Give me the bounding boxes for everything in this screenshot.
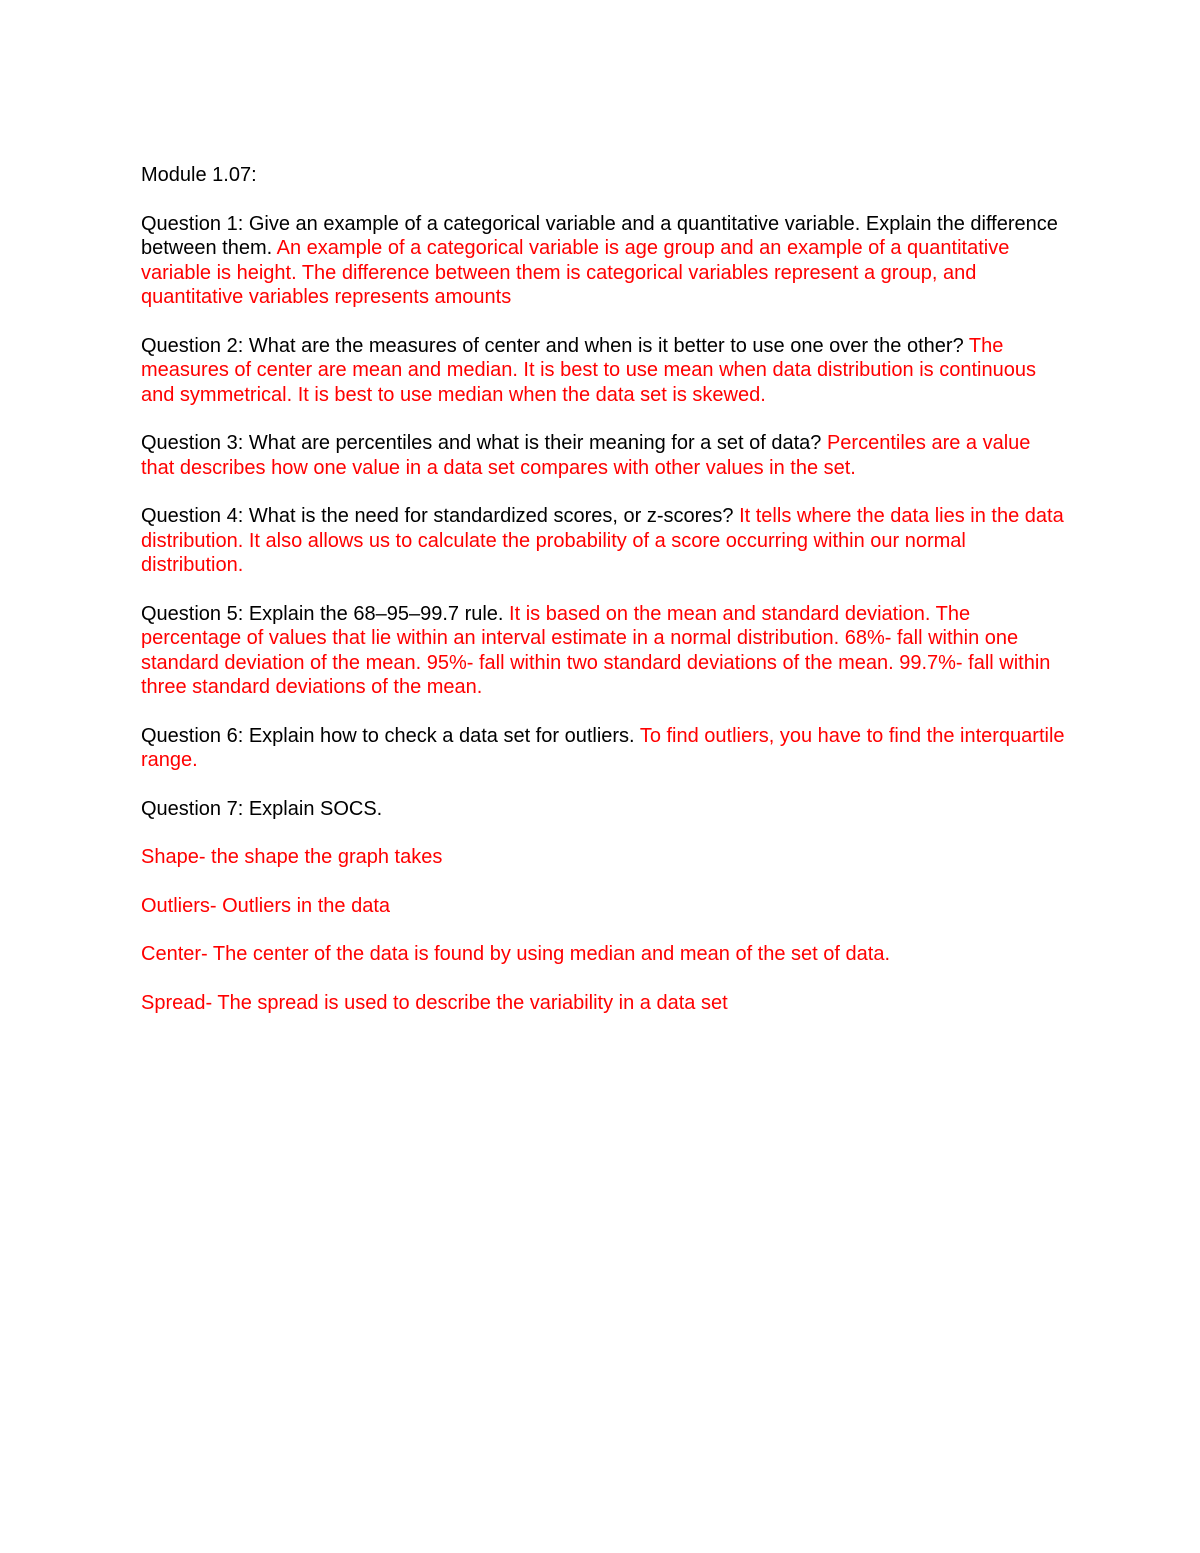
socs-center: Center- The center of the data is found by using median and mean of the set of data. xyxy=(141,943,890,965)
question-4-answer: It tells where the data lies in the data distribution. It also allows us to calculate the probability of a score occurring within our normal distribution. xyxy=(141,505,1064,576)
question-4 xyxy=(141,504,1066,578)
socs-spread: Spread- The spread is used to describe the variability in a data set xyxy=(141,991,728,1014)
question-3-prompt: Question 3: What are percentiles and what is their meaning for a set of data? xyxy=(141,432,822,454)
question-2 xyxy=(141,334,1066,408)
socs-shape: Shape- the shape the graph takes xyxy=(141,846,443,868)
question-5-answer: It is based on the mean and standard deviation. The percentage of values that lie within an interval estimate in a normal distribution. 68%- fall within one standard deviation of the mean. 95%- fall within two standard deviations of the mean. 99.7%- fall within three standard deviations of the mean. xyxy=(141,602,1051,698)
question-3-answer: Percentiles are a value that describes how one value in a data set compares with other values in the set. xyxy=(141,432,1031,479)
question-1-answer: An example of a categorical variable is age group and an example of a quantitative variable is height. The difference between them is categorical variables represent a group, and quantitative variables represents amounts xyxy=(141,237,1010,308)
question-2-answer: The measures of center are mean and median. It is best to use mean when data distribution is continuous and symmetrical. It is best to use median when the data set is skewed. xyxy=(141,334,1036,406)
question-6-answer: To find outliers, you have to find the interquartile range. xyxy=(141,724,1065,771)
socs-outliers: Outliers- Outliers in the data xyxy=(141,894,390,917)
question-3 xyxy=(141,431,1066,480)
question-5 xyxy=(141,602,1066,700)
question-7-prompt: Question 7: Explain SOCS. xyxy=(141,797,383,820)
question-6 xyxy=(141,724,1066,773)
document-page xyxy=(141,163,1066,1039)
question-5-prompt: Question 5: Explain the 68–95–99.7 rule. xyxy=(141,602,504,625)
question-1-prompt: Question 1: Give an example of a categorical variable and a quantitative variable. Explain the difference between them. xyxy=(141,212,1058,259)
question-7 xyxy=(141,797,1066,822)
question-1 xyxy=(141,212,1066,310)
question-4-prompt: Question 4: What is the need for standardized scores, or z-scores? xyxy=(141,505,734,527)
module-heading: Module 1.07: xyxy=(141,164,257,186)
question-6-prompt: Question 6: Explain how to check a data set for outliers. xyxy=(141,724,635,747)
question-2-prompt: Question 2: What are the measures of center and when is it better to use one over the other? xyxy=(141,334,964,357)
